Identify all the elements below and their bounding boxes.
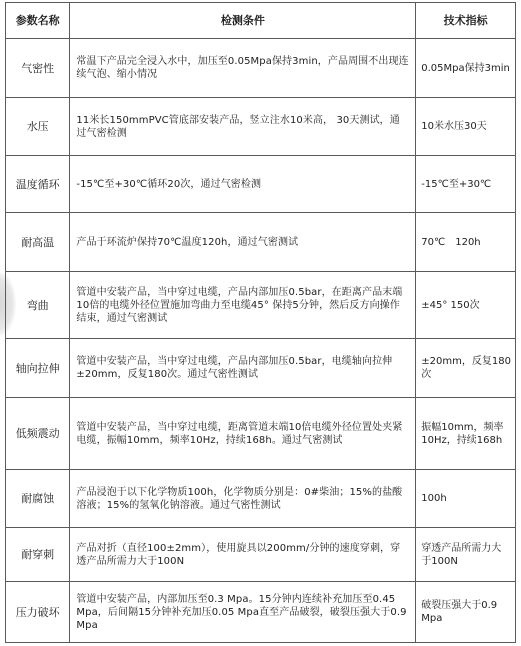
row-parameter-name: 水压 (6, 98, 70, 156)
table-row (6, 470, 516, 528)
row-test-condition: 管道中安装产品，内部加压至0.3 Mpa。15分钟内连续补充加压至0.45 Mpa，后间隔15分钟补充加压0.05 Mpa直至产品破裂，破裂压强大于0.9 Mpa (70, 582, 416, 643)
header-test-condition: 检测条件 (70, 3, 416, 39)
table-row (6, 398, 516, 470)
row-technical-spec: 100h (416, 470, 516, 528)
spec-table (5, 2, 516, 643)
row-technical-spec: 70℃ 120h (416, 213, 516, 272)
row-test-condition: 产品于环流炉保持70℃温度120h，通过气密测试 (70, 213, 416, 272)
header-technical-spec: 技术指标 (416, 3, 516, 39)
table-row (6, 582, 516, 643)
row-technical-spec: 穿透产品所需力大于100N (416, 528, 516, 582)
table-row (6, 39, 516, 98)
row-parameter-name: 耐高温 (6, 213, 70, 272)
row-technical-spec: ±20mm，反复180次 (416, 339, 516, 398)
row-parameter-name: 气密性 (6, 39, 70, 98)
row-test-condition: 常温下产品完全浸入水中，加压至0.05Mpa保持3min，产品周围不出现连续气泡、缩小情况 (70, 39, 416, 98)
row-test-condition: 管道中安装产品，当中穿过电缆，产品内部加压0.5bar，在距离产品末端10倍的电缆外径位置施加弯曲力至电缆45° 保持5分钟，然后反方向操作结束，通过气密测试 (70, 272, 416, 339)
row-parameter-name: 低频震动 (6, 398, 70, 470)
table-header-row (6, 3, 516, 39)
table-row (6, 339, 516, 398)
header-parameter-name: 参数名称 (6, 3, 70, 39)
row-technical-spec: 10米水压30天 (416, 98, 516, 156)
row-parameter-name: 耐腐蚀 (6, 470, 70, 528)
row-parameter-name: 轴向拉伸 (6, 339, 70, 398)
row-parameter-name: 压力破坏 (6, 582, 70, 643)
row-parameter-name: 耐穿刺 (6, 528, 70, 582)
table-row (6, 98, 516, 156)
row-technical-spec: 0.05Mpa保持3min (416, 39, 516, 98)
table-row (6, 272, 516, 339)
table-row (6, 156, 516, 213)
row-technical-spec: -15℃至+30℃ (416, 156, 516, 213)
table-row (6, 528, 516, 582)
row-test-condition: 管道中安装产品，当中穿过电缆，距离管道末端10倍电缆外径位置处夹紧电缆，振幅10mm，频率10Hz，持续168h。通过气密测试 (70, 398, 416, 470)
table-row (6, 213, 516, 272)
row-test-condition: -15℃至+30℃循环20次，通过气密检测 (70, 156, 416, 213)
row-test-condition: 产品浸泡于以下化学物质100h，化学物质分别是：0#柴油；15%的盐酸溶液；15%的氢氧化钠溶液。通过气密性测试 (70, 470, 416, 528)
row-technical-spec: 振幅10mm，频率10Hz，持续168h (416, 398, 516, 470)
row-test-condition: 产品对折（直径100±2mm），使用旋具以200mm/分钟的速度穿刺，穿透产品所需力大于100N (70, 528, 416, 582)
row-parameter-name: 温度循环 (6, 156, 70, 213)
row-technical-spec: ±45° 150次 (416, 272, 516, 339)
row-technical-spec: 破裂压强大于0.9 Mpa (416, 582, 516, 643)
row-parameter-name: 弯曲 (6, 272, 70, 339)
row-test-condition: 管道中安装产品，当中穿过电缆，产品内部加压0.5bar，电缆轴向拉伸±20mm，反复180次。通过气密性测试 (70, 339, 416, 398)
row-test-condition: 11米长150mmPVC管底部安装产品，竖立注水10米高， 30天测试，通过气密检测 (70, 98, 416, 156)
